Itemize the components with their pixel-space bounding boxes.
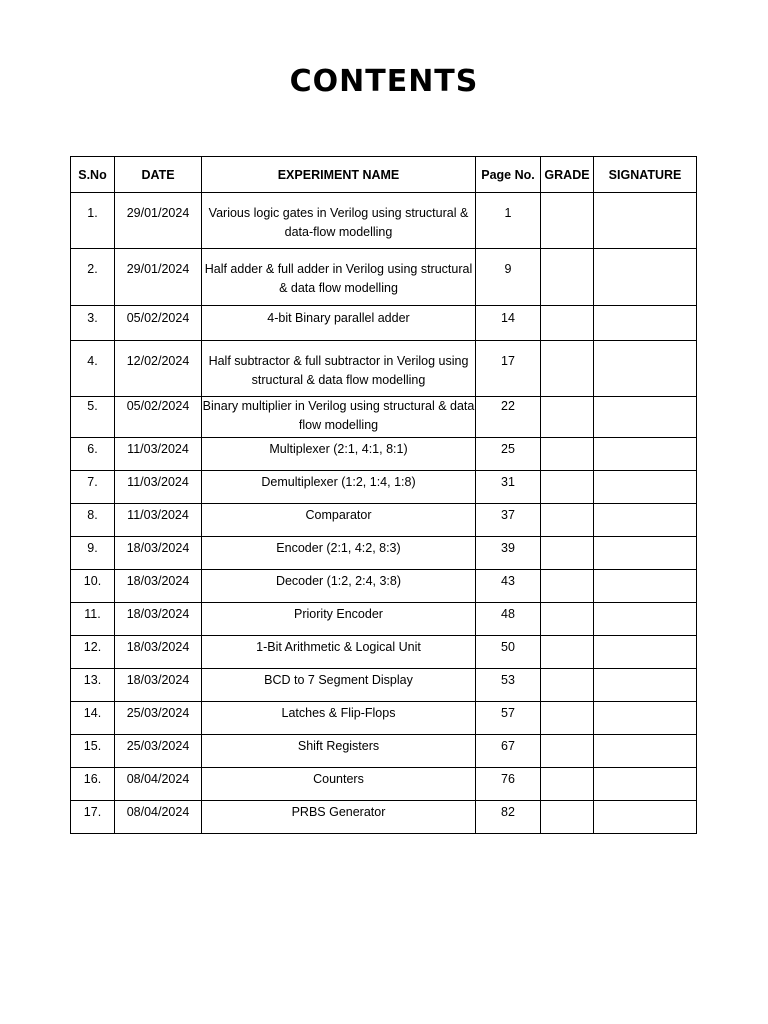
row-experiment-name: Half adder & full adder in Verilog using structural & data flow modelling	[202, 249, 476, 306]
row-date: 25/03/2024	[115, 735, 202, 768]
row-experiment-name: 1-Bit Arithmetic & Logical Unit	[202, 636, 476, 669]
row-grade-cell	[541, 603, 594, 636]
row-sno: 8.	[71, 504, 115, 537]
row-sno: 13.	[71, 669, 115, 702]
table-row	[71, 603, 697, 636]
row-page-no: 82	[476, 801, 541, 834]
row-signature-cell	[594, 397, 697, 438]
row-experiment-name: Decoder (1:2, 2:4, 3:8)	[202, 570, 476, 603]
row-sno: 4.	[71, 341, 115, 397]
table-row	[71, 193, 697, 249]
row-date: 05/02/2024	[115, 397, 202, 438]
header-date: DATE	[115, 157, 202, 193]
row-sno: 5.	[71, 397, 115, 438]
row-sno: 17.	[71, 801, 115, 834]
row-page-no: 31	[476, 471, 541, 504]
table-row	[71, 735, 697, 768]
row-grade-cell	[541, 471, 594, 504]
row-grade-cell	[541, 702, 594, 735]
row-grade-cell	[541, 306, 594, 341]
table-row	[71, 471, 697, 504]
row-date: 18/03/2024	[115, 636, 202, 669]
row-signature-cell	[594, 735, 697, 768]
row-page-no: 76	[476, 768, 541, 801]
header-grade: GRADE	[541, 157, 594, 193]
row-date: 08/04/2024	[115, 768, 202, 801]
table-row	[71, 397, 697, 438]
header-page-no: Page No.	[476, 157, 541, 193]
row-grade-cell	[541, 537, 594, 570]
row-date: 18/03/2024	[115, 537, 202, 570]
row-signature-cell	[594, 768, 697, 801]
row-experiment-name: Latches & Flip-Flops	[202, 702, 476, 735]
row-experiment-name: Multiplexer (2:1, 4:1, 8:1)	[202, 438, 476, 471]
row-page-no: 22	[476, 397, 541, 438]
header-sno: S.No	[71, 157, 115, 193]
table-row	[71, 768, 697, 801]
table-row	[71, 669, 697, 702]
row-sno: 1.	[71, 193, 115, 249]
row-page-no: 57	[476, 702, 541, 735]
table-row	[71, 504, 697, 537]
row-date: 12/02/2024	[115, 341, 202, 397]
row-signature-cell	[594, 341, 697, 397]
contents-table-body	[71, 193, 697, 834]
row-grade-cell	[541, 397, 594, 438]
row-date: 29/01/2024	[115, 193, 202, 249]
table-row	[71, 249, 697, 306]
row-page-no: 67	[476, 735, 541, 768]
row-sno: 9.	[71, 537, 115, 570]
row-grade-cell	[541, 341, 594, 397]
row-signature-cell	[594, 193, 697, 249]
header-experiment-name: EXPERIMENT NAME	[202, 157, 476, 193]
row-experiment-name: Binary multiplier in Verilog using structural & data flow modelling	[202, 397, 476, 438]
row-sno: 15.	[71, 735, 115, 768]
row-date: 18/03/2024	[115, 570, 202, 603]
row-page-no: 50	[476, 636, 541, 669]
row-signature-cell	[594, 603, 697, 636]
row-page-no: 1	[476, 193, 541, 249]
row-signature-cell	[594, 471, 697, 504]
row-sno: 14.	[71, 702, 115, 735]
row-experiment-name: 4-bit Binary parallel adder	[202, 306, 476, 341]
row-date: 29/01/2024	[115, 249, 202, 306]
table-row	[71, 306, 697, 341]
row-date: 11/03/2024	[115, 438, 202, 471]
row-date: 08/04/2024	[115, 801, 202, 834]
row-date: 18/03/2024	[115, 603, 202, 636]
row-grade-cell	[541, 801, 594, 834]
row-signature-cell	[594, 801, 697, 834]
row-experiment-name: PRBS Generator	[202, 801, 476, 834]
row-sno: 6.	[71, 438, 115, 471]
row-experiment-name: Comparator	[202, 504, 476, 537]
row-sno: 11.	[71, 603, 115, 636]
row-sno: 10.	[71, 570, 115, 603]
table-row	[71, 702, 697, 735]
row-signature-cell	[594, 636, 697, 669]
row-grade-cell	[541, 249, 594, 306]
row-sno: 2.	[71, 249, 115, 306]
row-page-no: 25	[476, 438, 541, 471]
table-row	[71, 636, 697, 669]
row-page-no: 39	[476, 537, 541, 570]
row-page-no: 17	[476, 341, 541, 397]
row-signature-cell	[594, 306, 697, 341]
row-experiment-name: Encoder (2:1, 4:2, 8:3)	[202, 537, 476, 570]
row-page-no: 43	[476, 570, 541, 603]
row-sno: 12.	[71, 636, 115, 669]
row-sno: 16.	[71, 768, 115, 801]
row-signature-cell	[594, 537, 697, 570]
row-experiment-name: Counters	[202, 768, 476, 801]
row-signature-cell	[594, 438, 697, 471]
header-row	[71, 157, 697, 193]
row-grade-cell	[541, 504, 594, 537]
row-experiment-name: Priority Encoder	[202, 603, 476, 636]
row-experiment-name: Demultiplexer (1:2, 1:4, 1:8)	[202, 471, 476, 504]
row-grade-cell	[541, 669, 594, 702]
page-title: CONTENTS	[289, 64, 479, 99]
row-grade-cell	[541, 570, 594, 603]
row-date: 11/03/2024	[115, 504, 202, 537]
row-page-no: 14	[476, 306, 541, 341]
row-page-no: 53	[476, 669, 541, 702]
table-row	[71, 438, 697, 471]
row-signature-cell	[594, 702, 697, 735]
row-grade-cell	[541, 768, 594, 801]
row-experiment-name: Various logic gates in Verilog using structural & data-flow modelling	[202, 193, 476, 249]
row-date: 25/03/2024	[115, 702, 202, 735]
row-grade-cell	[541, 193, 594, 249]
row-signature-cell	[594, 249, 697, 306]
table-row	[71, 537, 697, 570]
row-sno: 3.	[71, 306, 115, 341]
row-grade-cell	[541, 636, 594, 669]
row-signature-cell	[594, 570, 697, 603]
row-date: 18/03/2024	[115, 669, 202, 702]
row-experiment-name: Shift Registers	[202, 735, 476, 768]
row-grade-cell	[541, 438, 594, 471]
row-grade-cell	[541, 735, 594, 768]
row-page-no: 37	[476, 504, 541, 537]
row-signature-cell	[594, 669, 697, 702]
row-date: 05/02/2024	[115, 306, 202, 341]
row-signature-cell	[594, 504, 697, 537]
row-date: 11/03/2024	[115, 471, 202, 504]
row-sno: 7.	[71, 471, 115, 504]
row-page-no: 9	[476, 249, 541, 306]
table-row	[71, 570, 697, 603]
row-page-no: 48	[476, 603, 541, 636]
contents-table	[70, 156, 697, 834]
row-experiment-name: Half subtractor & full subtractor in Verilog using structural & data flow modelling	[202, 341, 476, 397]
row-experiment-name: BCD to 7 Segment Display	[202, 669, 476, 702]
table-row	[71, 341, 697, 397]
table-row	[71, 801, 697, 834]
header-signature: SIGNATURE	[594, 157, 697, 193]
